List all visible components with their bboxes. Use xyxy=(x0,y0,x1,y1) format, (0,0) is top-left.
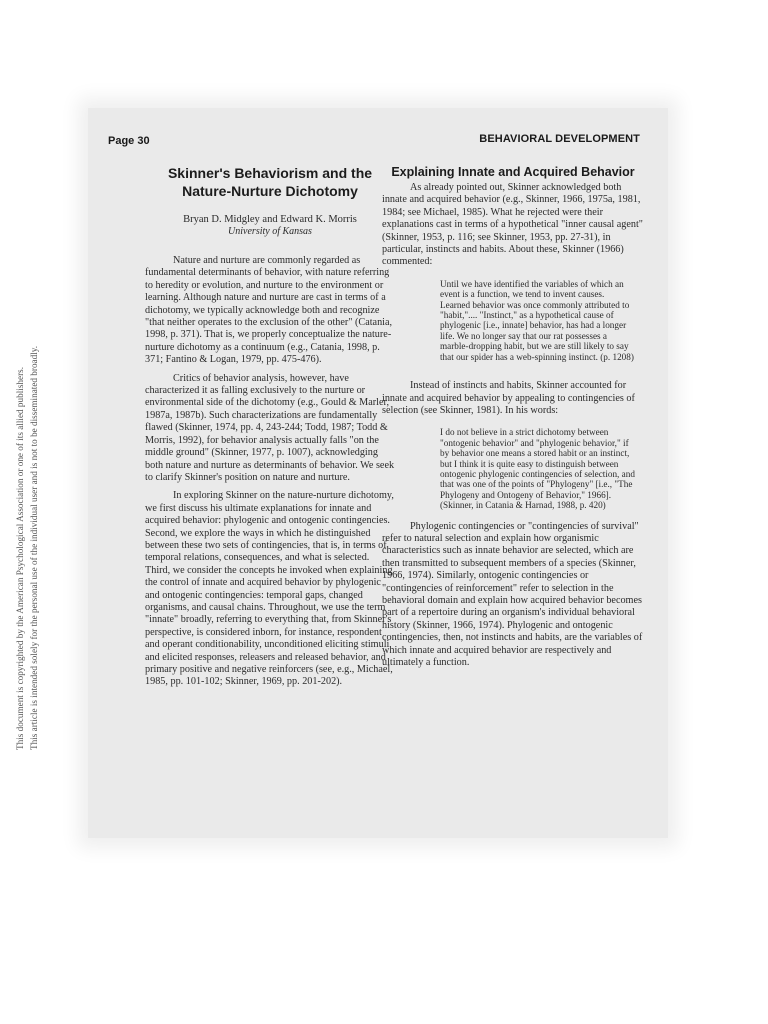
page-number: Page 30 xyxy=(108,135,150,147)
spacer xyxy=(382,372,644,380)
section-heading: Explaining Innate and Acquired Behavior xyxy=(391,165,635,179)
left-paragraph-3: In exploring Skinner on the nature-nurture dichotomy, we first discuss his ultimate explanations for innate and acquired behavior: phylogenic and ontogenic contingencies. Second, we explore the ways in which he distinguished between these two sets of contingencies, that is, in terms of temporal relations, consequences, and what is selected. Third, we consider the concepts he invoked when explaining the control of innate and acquired behavior by phylogenic and ontogenic contingencies: temporal gaps, changed organisms, and causal chains. Throughout, we use the term "innate" broadly, referring to everything that, from Skinner's perspective, is considered inborn, for instance, respondent and operant conditionability, unconditioned eliciting stimuli and elicited responses, releasers and released behavior, and primary positive and negative reinforcers (see, e.g., Michael, 1985, pp. 101-102; Skinner, 1969, pp. 201-202). xyxy=(145,490,394,688)
journal-name: BEHAVIORAL DEVELOPMENT xyxy=(479,133,640,145)
right-paragraph-1: As already pointed out, Skinner acknowledged both innate and acquired behavior (e.g., Skinner, 1966, 1975a, 1981, 1984; see Michael, 1985). What he rejected were their explanations cast in terms of a hypothetical "inner causal agent" (Skinner, 1953, p. 116; see Skinner, 1953, pp. 27-31), in particular, instincts and habits. About these, Skinner (1966) commented: xyxy=(382,182,643,268)
copyright-notice xyxy=(6,290,38,750)
left-paragraph-2: Critics of behavior analysis, however, have characterized it as falling exclusively to the nurture or environmental side of the dichotomy (e.g., Gould & Marler, 1987a, 1987b). Such characterizations are fundamentally flawed (Skinner, 1974, pp. 4, 243-244; Todd, 1987; Todd & Morris, 1992), for behavior analysis actually falls "on the middle ground" (Skinner, 1977, p. 1007), acknowledging both nature and nurture as determinants of behavior. We seek to clarify Skinner's position on nature and nurture. xyxy=(145,372,395,483)
article-authors: Bryan D. Midgley and Edward K. Morris xyxy=(183,214,357,225)
right-paragraph-3: Phylogenic contingencies or "contingencies of survival" refer to natural selection and explain how organismic characteristics such as innate behavior are selected, which are then transmitted to subsequent members of a species (Skinner, 1966, 1974). Similarly, ontogenic contingencies or "contingencies of reinforcement" refer to selection in the behavioral domain and explain how acquired behavior becomes part of a repertoire during an organism's individual behavioral history (Skinner, 1966, 1974). Phylogenic and ontogenic contingencies, then, not instincts and habits, are the variables of which innate and acquired behavior are respectively and ultimately a function. xyxy=(382,520,643,669)
block-quote-2: I do not believe in a strict dichotomy between "ontogenic behavior" and "phylogenic behavior," if by behavior one means a stored habit or an instinct, but I think it is quite easy to distinguish between ontogenic phylogenic contingencies of selection, and that was one of the points of "Phylogeny" [i.e., "The Phylogeny and Ontogeny of Behavior," 1966]. (Skinner, in Catania & Harnad, 1988, p. 420) xyxy=(440,427,635,511)
copyright-line-1: This document is copyrighted by the American Psychological Association or one of its allied publishers. xyxy=(15,367,25,750)
block-quote-1: Until we have identified the variables of which an event is a function, we tend to invent causes. Learned behavior was once commonly attributed to "habit,".... "Instinct," as a hypothetical cause of phylogenic [i.e., innate] behavior, has had a longer life. We no longer say that our rat possesses a marble-dropping habit, but we are still likely to say that our spider has a web-spinning instinct. (p. 1208) xyxy=(440,278,634,362)
author-affiliation: University of Kansas xyxy=(228,226,312,237)
left-paragraph-1: Nature and nurture are commonly regarded as fundamental determinants of behavior, with nature referring to heredity or evolution, and nurture to the environment or learning. Although nature and nurture are cast in terms of a dichotomy, we typically acknowledge both and recognize "that neither operates to the exclusion of the other" (Catania, 1998, p. 371). That is, we properly conceptualize the nature-nurture dichotomy as a continuum (e.g., Catania, 1998, p. 371; Fantino & Logan, 1979, pp. 475-476). xyxy=(145,255,393,366)
right-column xyxy=(382,164,644,675)
left-column xyxy=(145,164,395,695)
copyright-line-2: This article is intended solely for the personal use of the individual user and is not to be disseminated broadly. xyxy=(29,345,39,750)
article-title: Skinner's Behaviorism and the Nature-Nurture Dichotomy xyxy=(167,165,373,199)
right-paragraph-2: Instead of instincts and habits, Skinner accounted for innate and acquired behavior by appealing to contingencies of selection (see Skinner, 1981). In his words: xyxy=(382,380,635,416)
